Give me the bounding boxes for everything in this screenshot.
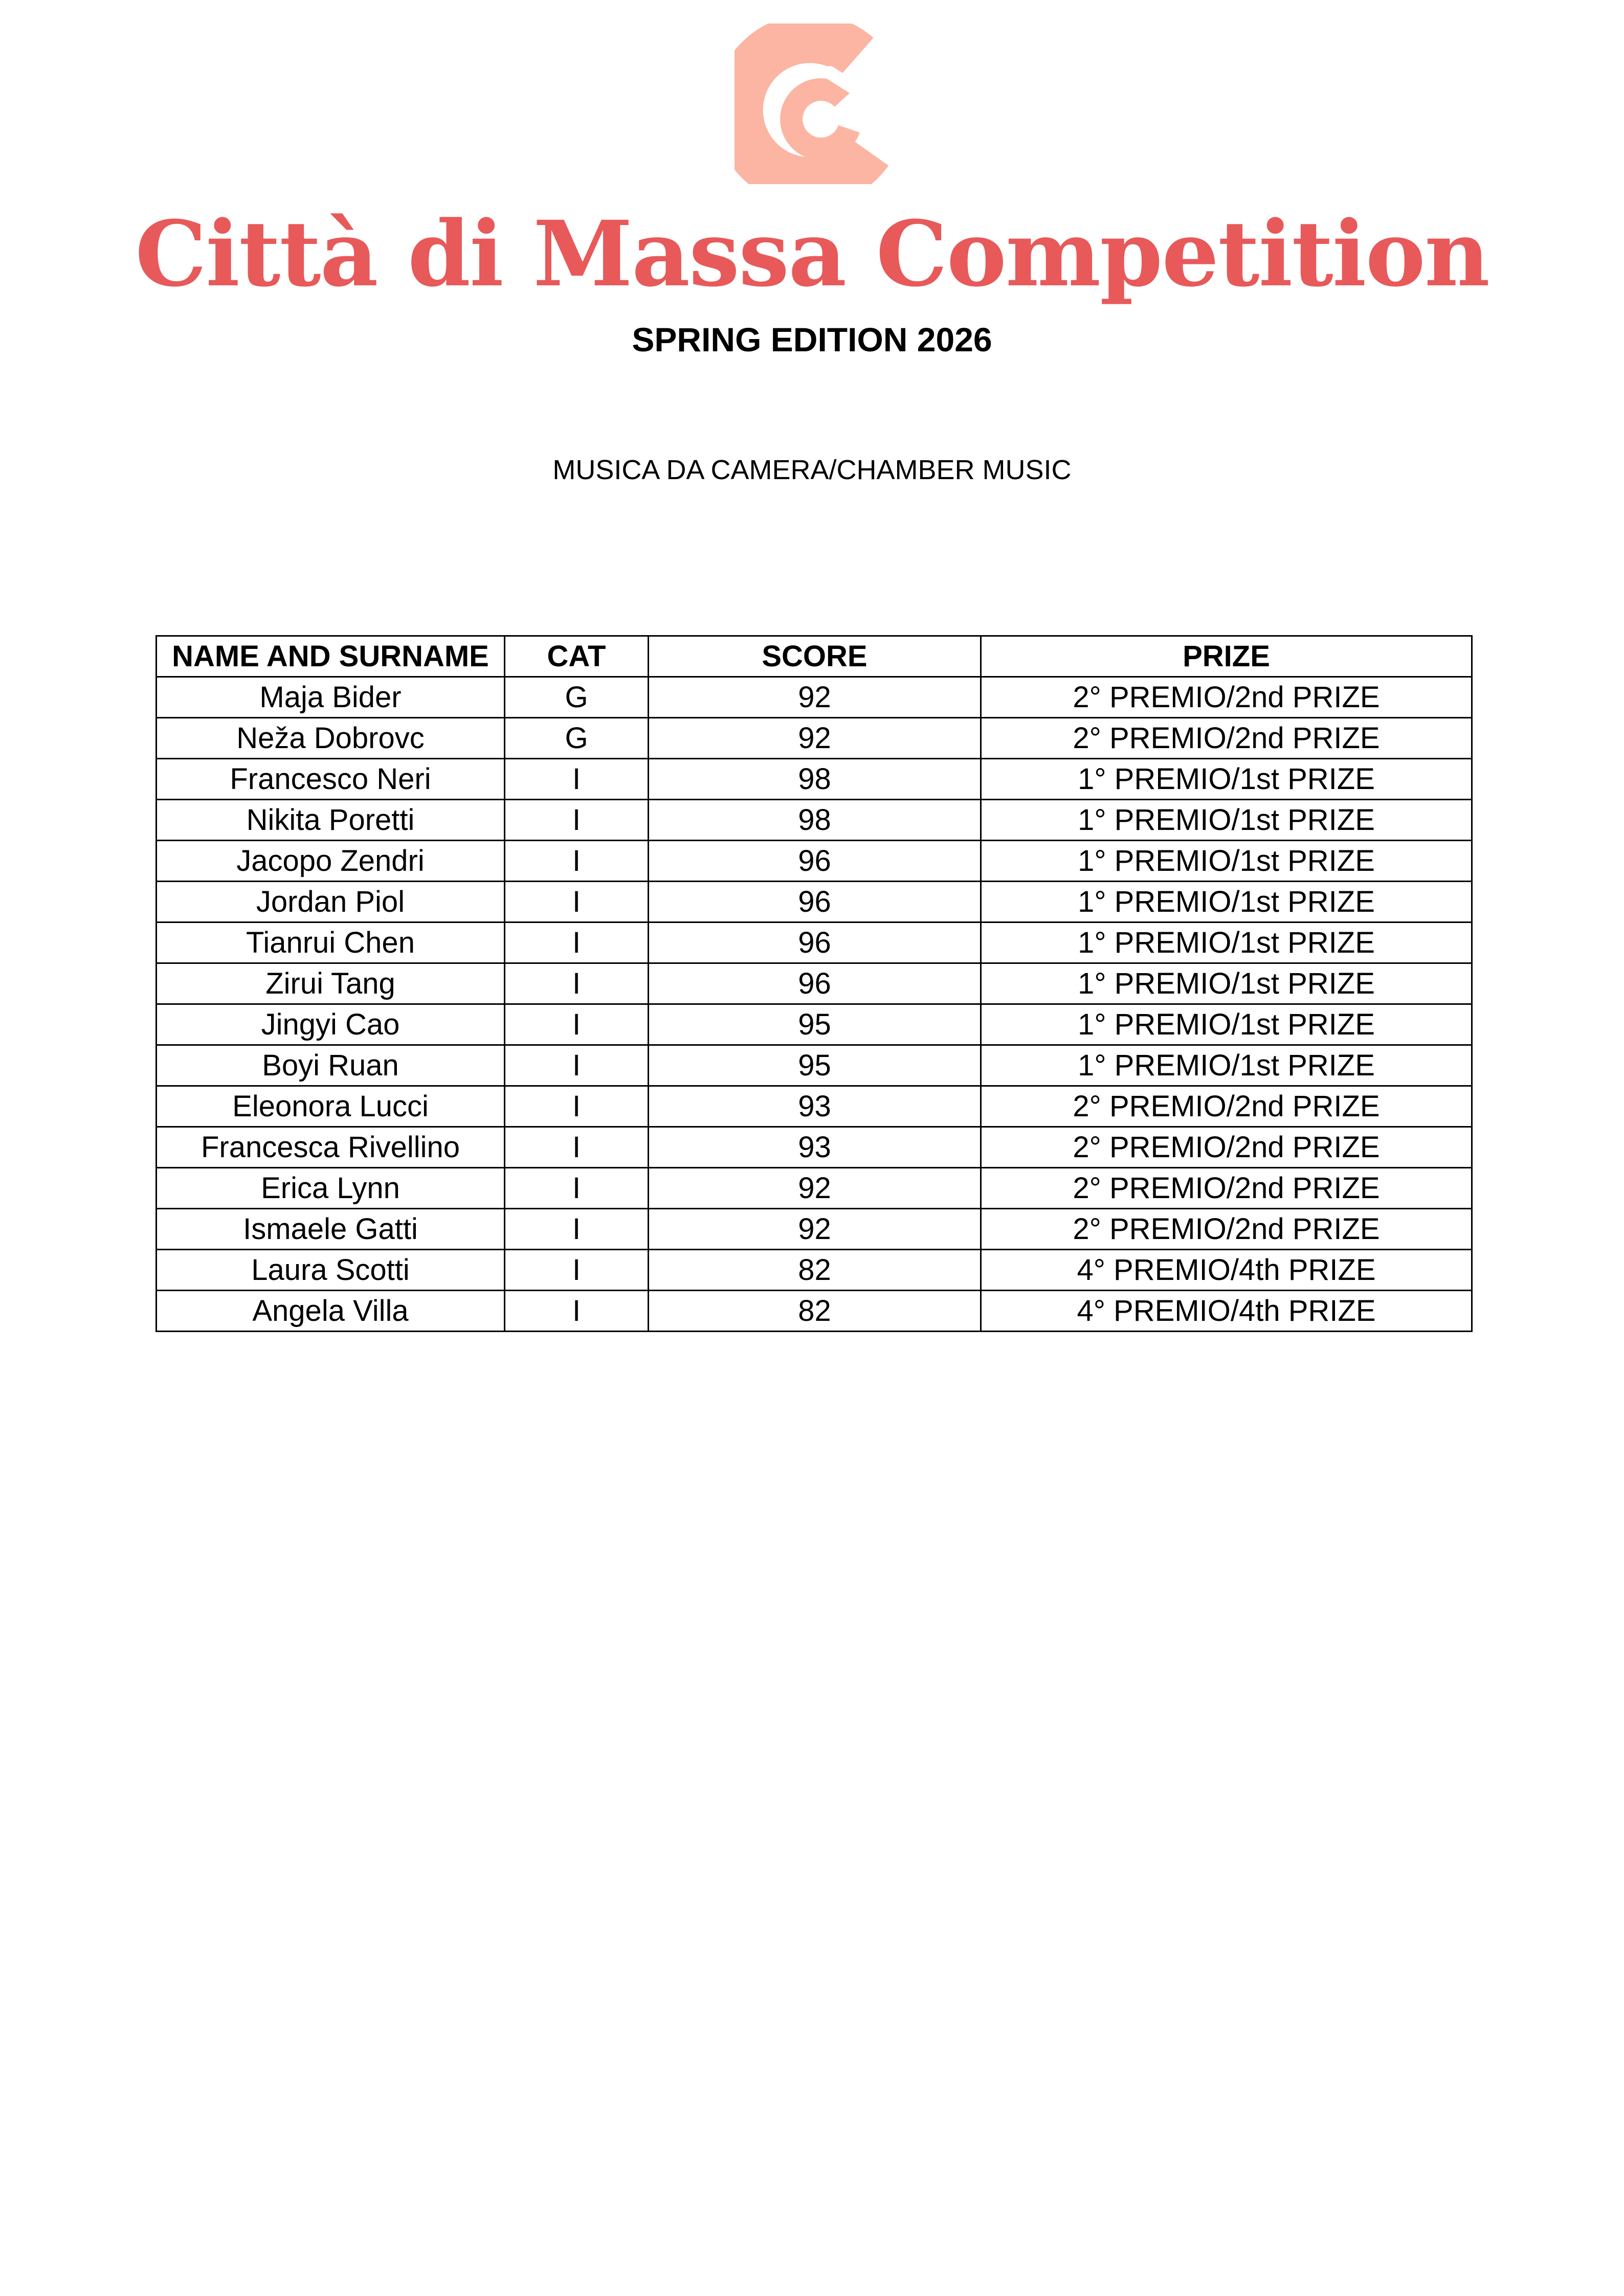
table-row [157, 718, 1472, 759]
cell-prize: 2° PREMIO/2nd PRIZE [981, 677, 1472, 718]
table-row [157, 882, 1472, 922]
cell-cat: I [505, 1004, 649, 1045]
cell-score: 92 [649, 677, 981, 718]
cell-score: 92 [649, 1209, 981, 1250]
column-header-name: NAME AND SURNAME [157, 636, 505, 677]
cell-cat: I [505, 1209, 649, 1250]
cell-cat: I [505, 1045, 649, 1086]
cell-name: Angela Villa [157, 1291, 505, 1332]
table-row [157, 1045, 1472, 1086]
cell-score: 93 [649, 1086, 981, 1127]
cell-prize: 4° PREMIO/4th PRIZE [981, 1250, 1472, 1291]
cell-name: Neža Dobrovc [157, 718, 505, 759]
cell-cat: I [505, 800, 649, 841]
cell-name: Eleonora Lucci [157, 1086, 505, 1127]
cell-name: Jacopo Zendri [157, 841, 505, 882]
edition-title: SPRING EDITION 2026 [632, 321, 992, 358]
cell-score: 92 [649, 1168, 981, 1209]
cell-prize: 1° PREMIO/1st PRIZE [981, 963, 1472, 1004]
column-header-cat: CAT [505, 636, 649, 677]
cell-cat: G [505, 718, 649, 759]
table-row [157, 1291, 1472, 1332]
table-row [157, 963, 1472, 1004]
cell-name: Francesca Rivellino [157, 1127, 505, 1168]
cell-cat: I [505, 963, 649, 1004]
cell-name: Tianrui Chen [157, 922, 505, 963]
cell-cat: G [505, 677, 649, 718]
cell-score: 92 [649, 718, 981, 759]
results-table-body [157, 677, 1472, 1332]
cell-prize: 2° PREMIO/2nd PRIZE [981, 1127, 1472, 1168]
cell-cat: I [505, 1086, 649, 1127]
cell-cat: I [505, 1291, 649, 1332]
cell-prize: 2° PREMIO/2nd PRIZE [981, 1209, 1472, 1250]
table-row [157, 841, 1472, 882]
cell-cat: I [505, 1127, 649, 1168]
cell-score: 96 [649, 841, 981, 882]
table-row [157, 1168, 1472, 1209]
cell-prize: 1° PREMIO/1st PRIZE [981, 922, 1472, 963]
cell-prize: 2° PREMIO/2nd PRIZE [981, 1168, 1472, 1209]
table-row [157, 1209, 1472, 1250]
cell-score: 95 [649, 1045, 981, 1086]
cm-monogram-logo-icon [735, 24, 895, 184]
table-row [157, 1086, 1472, 1127]
cell-prize: 1° PREMIO/1st PRIZE [981, 1004, 1472, 1045]
table-row [157, 922, 1472, 963]
cell-score: 95 [649, 1004, 981, 1045]
cell-name: Boyi Ruan [157, 1045, 505, 1086]
table-row [157, 800, 1472, 841]
cell-cat: I [505, 1168, 649, 1209]
cell-name: Jordan Piol [157, 882, 505, 922]
cell-score: 96 [649, 963, 981, 1004]
table-row [157, 1250, 1472, 1291]
cell-cat: I [505, 1250, 649, 1291]
section-title: MUSICA DA CAMERA/CHAMBER MUSIC [552, 455, 1072, 485]
table-row [157, 759, 1472, 800]
cell-prize: 1° PREMIO/1st PRIZE [981, 841, 1472, 882]
cell-cat: I [505, 759, 649, 800]
column-header-prize: PRIZE [981, 636, 1472, 677]
results-table [155, 635, 1473, 1332]
competition-brand-title: Città di Massa Competition [135, 201, 1489, 307]
cell-prize: 2° PREMIO/2nd PRIZE [981, 718, 1472, 759]
cell-name: Zirui Tang [157, 963, 505, 1004]
cell-name: Maja Bider [157, 677, 505, 718]
cell-name: Laura Scotti [157, 1250, 505, 1291]
cell-name: Erica Lynn [157, 1168, 505, 1209]
cell-cat: I [505, 922, 649, 963]
cell-name: Nikita Poretti [157, 800, 505, 841]
table-row [157, 677, 1472, 718]
cell-cat: I [505, 841, 649, 882]
cell-cat: I [505, 882, 649, 922]
table-header-row [157, 636, 1472, 677]
cell-score: 82 [649, 1250, 981, 1291]
cell-name: Francesco Neri [157, 759, 505, 800]
cell-score: 96 [649, 882, 981, 922]
cell-prize: 4° PREMIO/4th PRIZE [981, 1291, 1472, 1332]
cell-score: 82 [649, 1291, 981, 1332]
cell-prize: 1° PREMIO/1st PRIZE [981, 882, 1472, 922]
cell-prize: 1° PREMIO/1st PRIZE [981, 1045, 1472, 1086]
cell-name: Ismaele Gatti [157, 1209, 505, 1250]
cell-score: 98 [649, 759, 981, 800]
table-row [157, 1004, 1472, 1045]
cell-prize: 1° PREMIO/1st PRIZE [981, 759, 1472, 800]
cell-score: 93 [649, 1127, 981, 1168]
cell-prize: 2° PREMIO/2nd PRIZE [981, 1086, 1472, 1127]
cell-name: Jingyi Cao [157, 1004, 505, 1045]
cell-score: 98 [649, 800, 981, 841]
table-row [157, 1127, 1472, 1168]
column-header-score: SCORE [649, 636, 981, 677]
cell-prize: 1° PREMIO/1st PRIZE [981, 800, 1472, 841]
cell-score: 96 [649, 922, 981, 963]
